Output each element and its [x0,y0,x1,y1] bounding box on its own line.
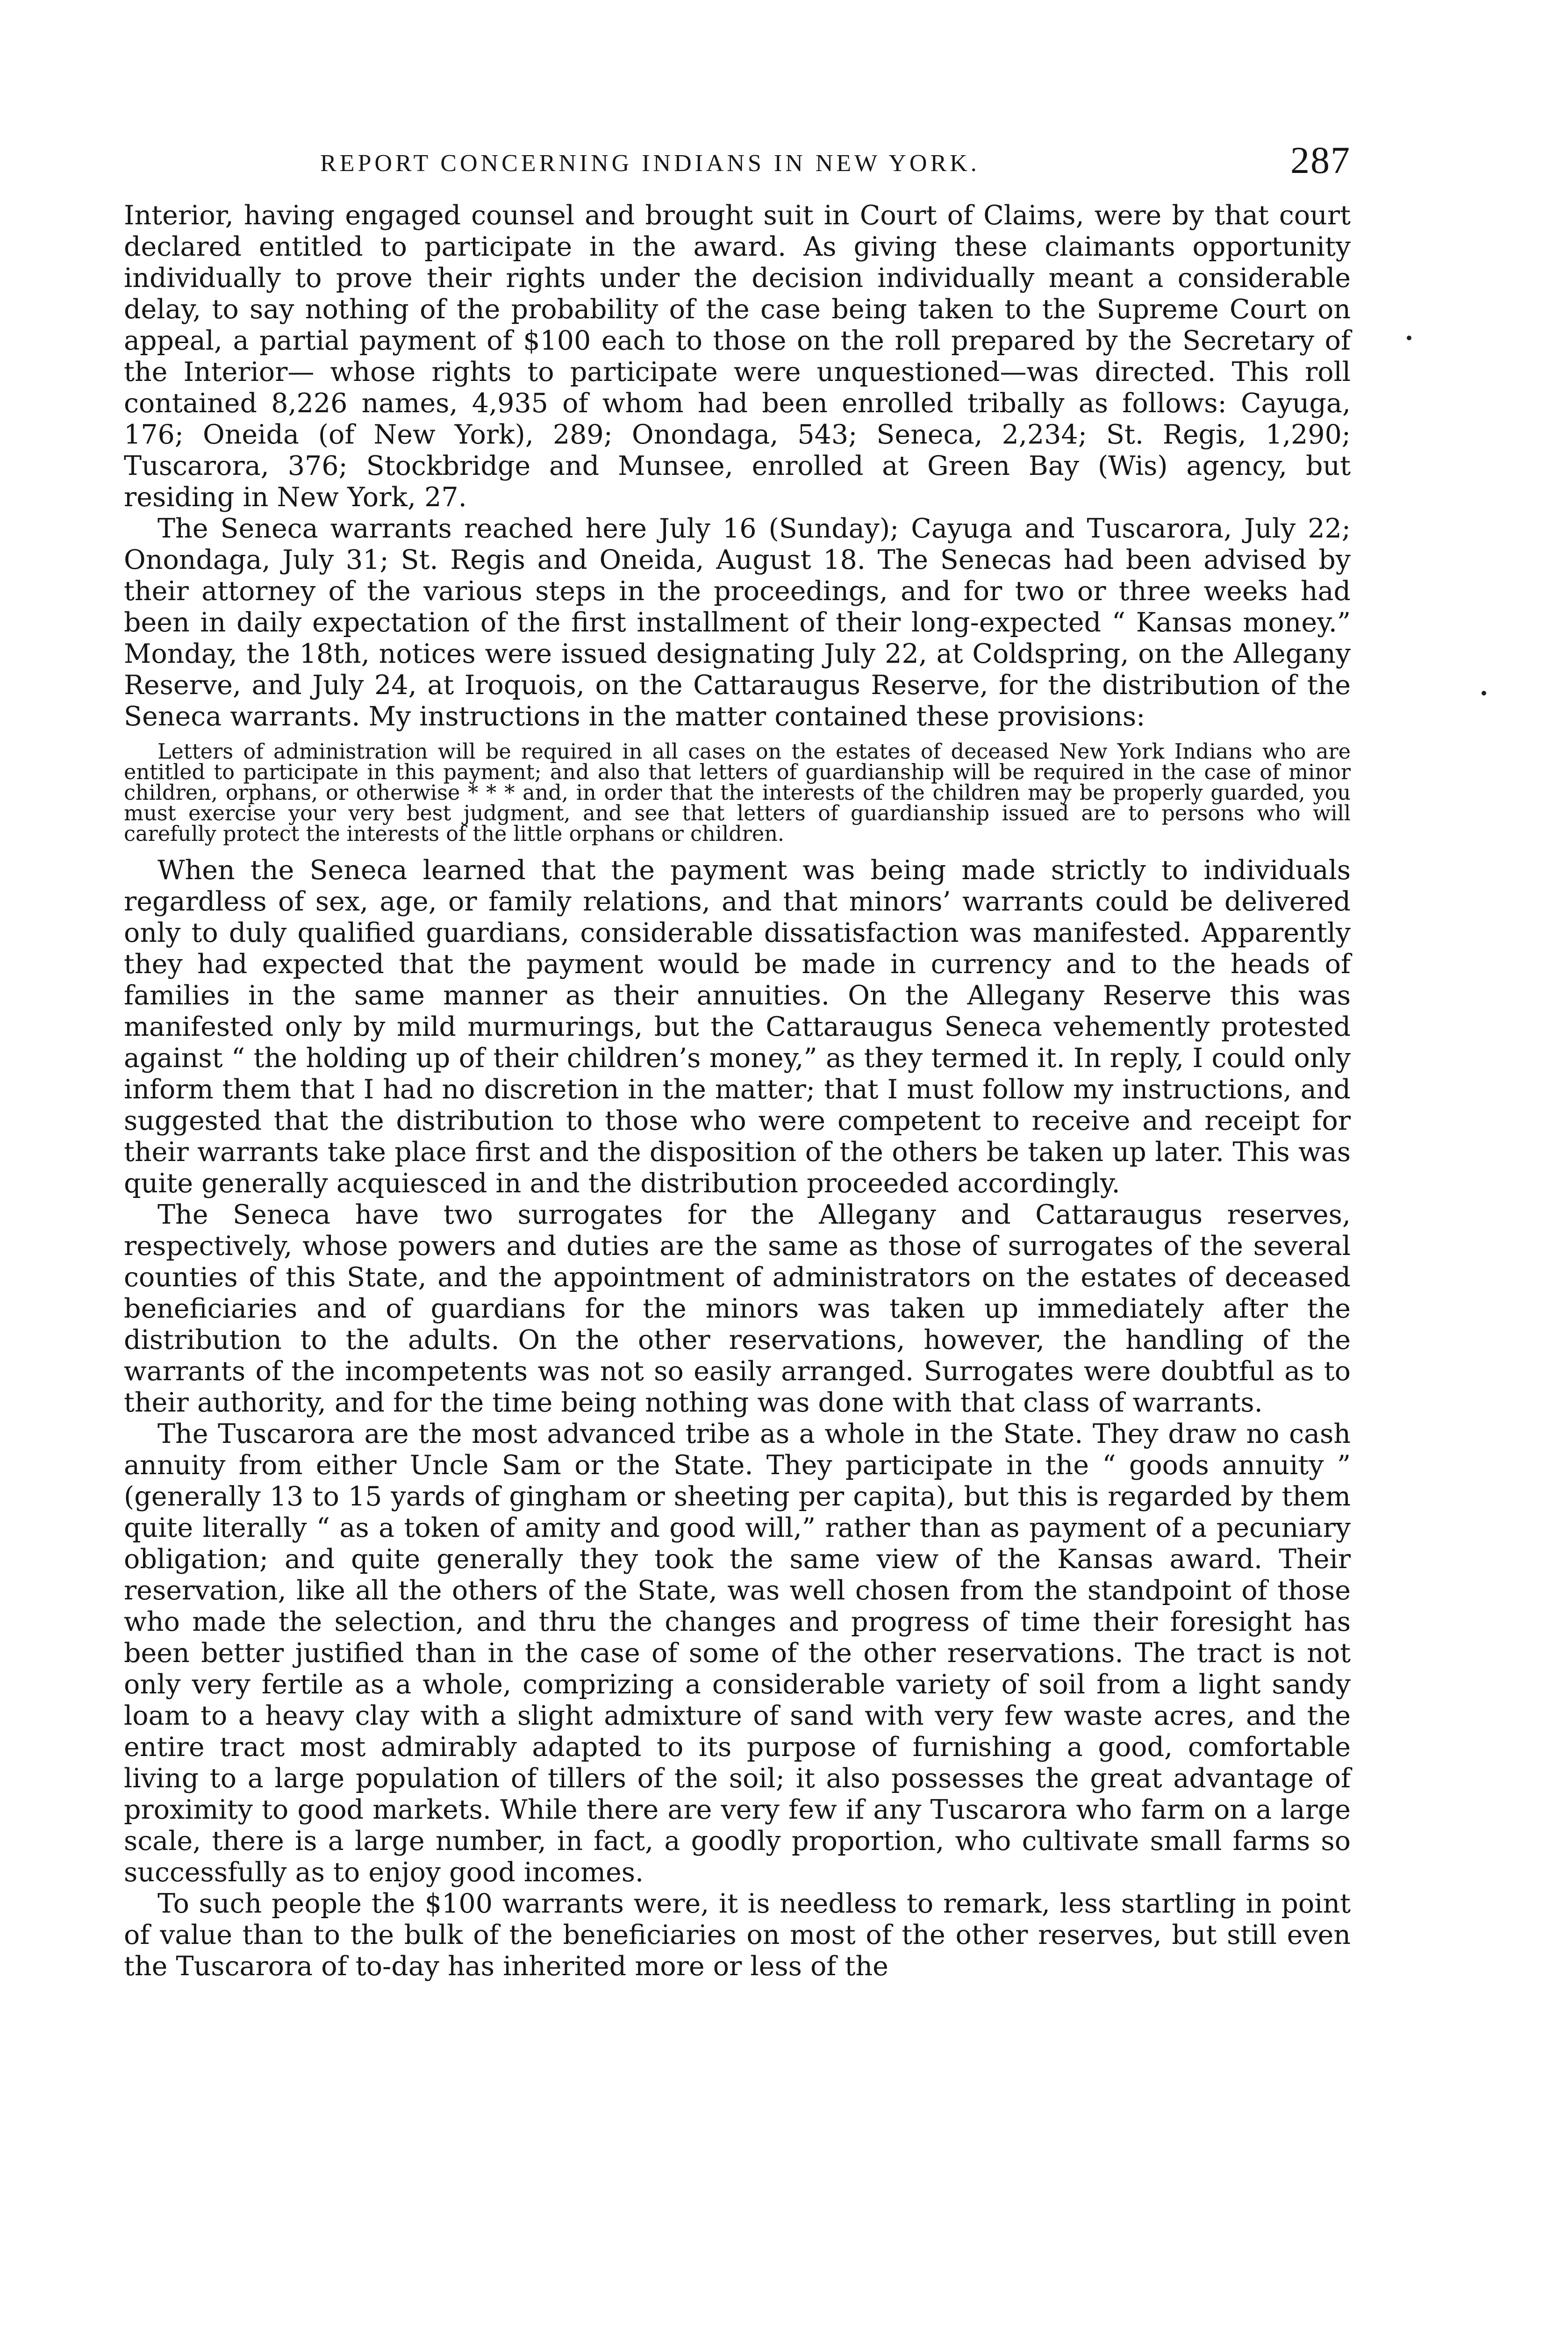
paragraph: The Seneca warrants reached here July 16 (Sunday); Cayuga and Tuscarora, July 22; Onondaga, July 31; St. Regis and Oneida, August 18. The Senecas had been advised by their attorney of the various steps in the proceedings, and for two or three weeks had been in daily expectation of the first installment of their long-expected “ Kansas money.” Monday, the 18th, notices were issued designating July 22, at Coldspring, on the Allegany Reserve, and July 24, at Iroquois, on the Cattaraugus Reserve, for the distribution of the Seneca warrants. My instructions in the matter contained these provisions: [124,513,1351,732]
quote-text: Letters of administration will be required in all cases on the estates of deceased New York Indians who are entitled to participate in this payment; and also that letters of guardianship will be required in the case of minor children, orphans, or otherwise * * * and, in order that the interests of the children may be properly guarded, you must exercise your very best judgment, and see that letters of guardianship issued are to persons who will carefully protect the interests of the little orphans or children. [124,740,1351,846]
running-head: REPORT CONCERNING INDIANS IN NEW YORK. [320,150,980,177]
block-quote [124,742,1351,845]
body-text [124,200,1351,1982]
page-number: 287 [1290,139,1351,181]
paragraph: To such people the $100 warrants were, it is needless to remark, less startling in point of value than to the bulk of the beneficiaries on most of the other reserves, but still even the Tuscarora of to-day has inherited more or less of the [124,1888,1351,1982]
paragraph: The Seneca have two surrogates for the Allegany and Cattaraugus reserves, respectively, whose powers and duties are the same as those of surrogates of the several counties of this State, and the appointment of administrators on the estates of deceased beneficiaries and of guardians for the minors was taken up immediately after the distribution to the adults. On the other reservations, however, the handling of the warrants of the incompetents was not so easily arranged. Surrogates were doubtful as to their authority, and for the time being nothing was done with that class of warrants. [124,1199,1351,1418]
paragraph: When the Seneca learned that the payment was being made strictly to individuals regardless of sex, age, or family relations, and that minors’ warrants could be delivered only to duly qualified guardians, considerable dissatisfaction was manifested. Apparently they had expected that the payment would be made in currency and to the heads of families in the same manner as their annuities. On the Allegany Reserve this was manifested only by mild murmurings, but the Cattaraugus Seneca vehemently protested against “ the holding up of their children’s money,” as they termed it. In reply, I could only inform them that I had no discretion in the matter; that I must follow my instructions, and suggested that the distribution to those who were competent to receive and receipt for their warrants take place first and the disposition of the others be taken up later. This was quite generally acquiesced in and the distribution proceeded accordingly. [124,855,1351,1199]
paragraph: The Tuscarora are the most advanced tribe as a whole in the State. They draw no cash annuity from either Uncle Sam or the State. They participate in the “ goods annuity ” (generally 13 to 15 yards of gingham or sheeting per capita), but this is regarded by them quite literally “ as a token of amity and good will,” rather than as payment of a pecuniary obligation; and quite generally they took the same view of the Kansas award. Their reservation, like all the others of the State, was well chosen from the standpoint of those who made the selection, and thru the changes and progress of time their foresight has been better justified than in the case of some of the other reservations. The tract is not only very fertile as a whole, comprizing a considerable variety of soil from a light sandy loam to a heavy clay with a slight admixture of sand with very few waste acres, and the entire tract most admirably adapted to its purpose of furnishing a good, comfortable living to a large population of tillers of the soil; it also possesses the great advantage of proximity to good markets. While there are very few if any Tuscarora who farm on a large scale, there is a large number, in fact, a goodly proportion, who cultivate small farms so successfully as to enjoy good incomes. [124,1419,1351,1888]
page-header [124,140,1351,192]
margin-dot-mark [1482,691,1486,695]
paragraph: Interior, having engaged counsel and brought suit in Court of Claims, were by that court declared entitled to participate in the award. As giving these claimants opportunity individually to prove their rights under the decision individually meant a considerable delay, to say nothing of the probability of the case being taken to the Supreme Court on appeal, a partial payment of $100 each to those on the roll prepared by the Secretary of the Interior— whose rights to participate were unquestioned—was directed. This roll contained 8,226 names, 4,935 of whom had been enrolled tribally as follows: Cayuga, 176; Oneida (of New York), 289; Onondaga, 543; Seneca, 2,234; St. Regis, 1,290; Tuscarora, 376; Stockbridge and Munsee, enrolled at Green Bay (Wis) agency, but residing in New York, 27. [124,200,1351,513]
document-page [124,140,1351,1982]
margin-dot-mark [1407,336,1411,340]
